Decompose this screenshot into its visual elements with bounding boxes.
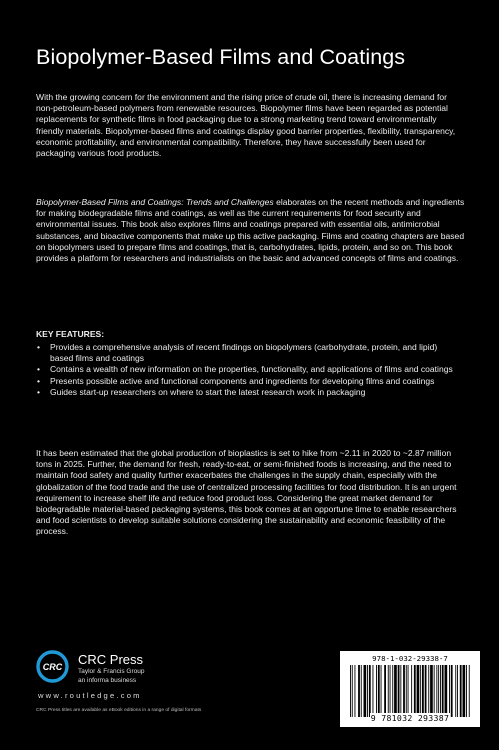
- barcode-bar: [364, 665, 367, 717]
- barcode-bar: [376, 665, 377, 717]
- barcode-bar: [428, 665, 429, 717]
- barcode-bar: [442, 665, 444, 717]
- barcode-bar: [469, 665, 470, 717]
- barcode-bar: [455, 665, 456, 717]
- key-feature-item: • Provides a comprehensive analysis of recent findings on biopolymers (carbohydrate, protein, and lipid) based films and coatings: [36, 342, 461, 364]
- intro-paragraph: With the growing concern for the environment and the rising price of crude oil, there is increasing demand for non-petroleum-based polymers from renewable resources. Biopolymer films have been regarded as potential replacements for synthetic films in food packaging due to a strong marketing trend toward environmentally friendly materials. Biopolymer-based films and coatings display good barrier properties, flexibility, transparency, economic profitability, and environmental compatibility. Therefore, they have successfully been used for packaging various food products.: [36, 92, 456, 159]
- barcode-bar: [392, 665, 393, 717]
- description-text: elaborates on the recent methods and ingredients for making biodegradable films and coatings, as well as the current requirements for food security and environmental issues. This book also explores films and coatings prepared with essential oils, antimicrobial substances, and bioactive components that make up this active packaging. Films and coating chapters are based on biopolymers used to prepare films and coatings, that is, carbohydrates, lipids, protein, and so on. This book provides a platform for researchers and industrialists on the basic and advanced concepts of films and coatings.: [36, 197, 465, 264]
- barcode-bar: [440, 665, 441, 717]
- barcode-bar: [457, 665, 458, 717]
- publisher-business: an informa business: [78, 677, 137, 684]
- book-title-italic: Biopolymer-Based Films and Coatings: Trends and Challenges: [36, 197, 274, 207]
- crc-logo-icon: [36, 650, 69, 683]
- barcode-bar: [420, 665, 421, 717]
- barcode-bar: [417, 665, 420, 717]
- ean-number: [340, 713, 480, 723]
- barcode-bar: [400, 665, 401, 717]
- barcode-bar: [352, 665, 353, 717]
- barcode-bar: [438, 665, 439, 717]
- barcode-bar: [378, 665, 380, 717]
- barcode-bar: [350, 665, 351, 717]
- barcode-bar: [425, 665, 427, 717]
- market-paragraph: It has been estimated that the global production of bioplastics is set to hike from ~2.11 in 2020 to ~2.87 million tons in 2025. Further, the demand for fresh, ready-to-eat, or semi-finished foods is increasing, and the need to maintain food safety and quality further exacerbates the challenges in the supply chain, especially with the globalization of the food trade and the use of centralized processing facilities for food distribution. It is an urgent requirement to increase shelf life and reduce food product loss. Considering the great market demand for biodegradable material-based packaging systems, this book comes at an opportune time to enable researchers and food scientists to develop suitable solutions considering the sustainability and economic feasibility of the process.: [36, 448, 457, 537]
- ean-digits: 9 781032 293387: [370, 713, 450, 723]
- key-features-heading: KEY FEATURES:: [36, 329, 105, 339]
- barcode-bar: [355, 665, 356, 717]
- publisher-name: CRC Press: [78, 652, 144, 667]
- publisher-website: www.routledge.com: [38, 691, 142, 700]
- key-feature-item: • Presents possible active and functional components and ingredients for developing films and coatings: [36, 376, 461, 387]
- barcode-bar: [367, 665, 368, 717]
- barcode-bar: [403, 665, 405, 717]
- barcode-bar: [460, 665, 462, 717]
- ebook-note: CRC Press titles are available as eBook editions in a range of digital formats: [36, 708, 202, 713]
- barcode-bar: [381, 665, 382, 717]
- barcode-bar: [466, 665, 467, 717]
- key-feature-item: • Contains a wealth of new information on the properties, functionality, and applications of films and coatings: [36, 364, 461, 375]
- logo-letters: CRC: [42, 662, 63, 672]
- barcode-bar: [451, 665, 453, 717]
- barcode-bar: [411, 665, 412, 717]
- barcode-bar: [422, 665, 424, 717]
- key-feature-item: • Guides start-up researchers on where to start the latest research work in packaging: [36, 387, 461, 398]
- description-paragraph: [36, 197, 466, 264]
- barcode-bar: [449, 665, 450, 717]
- isbn-number: 978-1-032-29338-7: [372, 654, 448, 663]
- barcode-bar: [445, 665, 448, 717]
- barcode-bar: [388, 665, 389, 717]
- barcode-bar: [361, 665, 362, 717]
- isbn-barcode-box: [340, 651, 480, 727]
- barcode-bar: [430, 665, 433, 717]
- barcode-bar: [394, 665, 397, 717]
- key-features-list: [36, 342, 461, 398]
- book-title: Biopolymer-Based Films and Coatings: [36, 45, 406, 69]
- barcode-bar: [358, 665, 360, 717]
- barcode-bar: [398, 665, 400, 717]
- barcode-bar: [463, 665, 466, 717]
- barcode-bar: [414, 665, 416, 717]
- publisher-group: Taylor & Francis Group: [78, 668, 145, 675]
- barcode-bar: [408, 665, 409, 717]
- barcode-bar: [384, 665, 386, 717]
- barcode-bar: [373, 665, 374, 717]
- publisher-block: [78, 653, 228, 685]
- barcode-bar: [436, 665, 437, 717]
- barcode-bar: [434, 665, 435, 717]
- barcode-bar: [406, 665, 407, 717]
- barcode-graphic: [348, 665, 472, 717]
- barcode-bar: [390, 665, 391, 717]
- barcode-bar: [369, 665, 371, 717]
